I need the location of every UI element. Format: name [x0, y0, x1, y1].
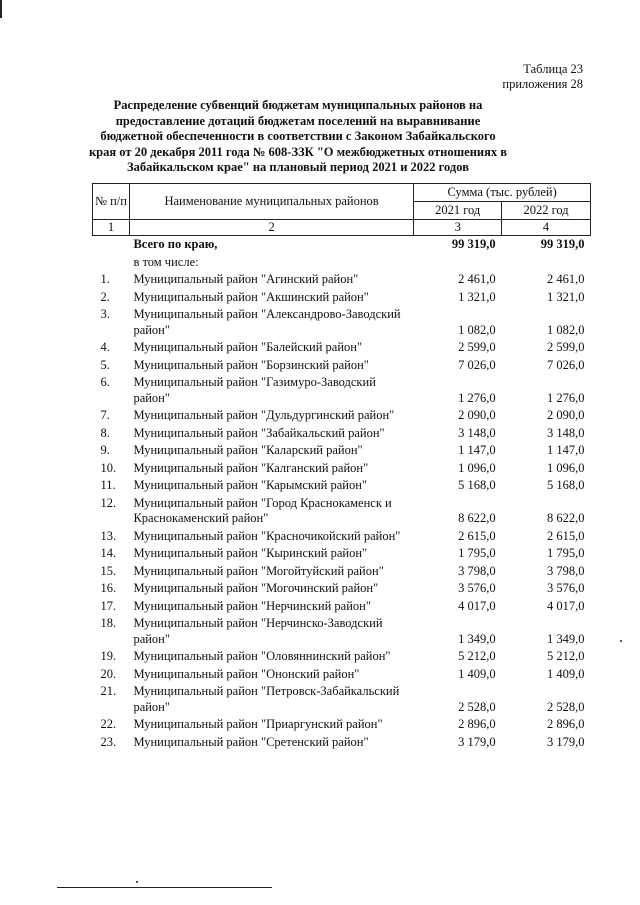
- table-row: [93, 477, 591, 495]
- amount-2021: 2 599,0: [458, 340, 496, 354]
- row-number: 2.: [100, 289, 110, 304]
- district-name: Муниципальный район "Сретенский район": [133, 734, 369, 749]
- amount-2021: 1 795,0: [458, 546, 496, 560]
- amount-2022: 5 212,0: [547, 649, 585, 663]
- row-number: 13.: [100, 528, 117, 543]
- amount-2021: 1 276,0: [458, 390, 496, 405]
- amount-2022: 2 528,0: [547, 699, 585, 714]
- row-number: 22.: [100, 717, 117, 731]
- amount-2022: 3 576,0: [547, 581, 585, 595]
- row-number: 5.: [100, 357, 110, 372]
- row-number: 20.: [100, 666, 117, 681]
- district-name: Муниципальный район "Оловяннинский район": [133, 649, 391, 663]
- amount-2021: 1 349,0: [458, 631, 496, 646]
- amount-2021: 1 082,0: [458, 322, 496, 337]
- table-reference: [502, 62, 583, 92]
- table-row: [93, 339, 591, 357]
- amount-2022: 2 615,0: [547, 528, 585, 543]
- amount-2022: 3 148,0: [547, 425, 585, 440]
- district-name: Муниципальный район "Забайкальский район": [133, 425, 385, 440]
- row-number: 10.: [100, 460, 117, 475]
- amount-2022: 3 179,0: [547, 734, 585, 749]
- row-number: 14.: [100, 546, 117, 560]
- header-year-2022: 2022 год: [502, 202, 591, 220]
- header-year-2021: 2021 год: [414, 202, 502, 220]
- total-row: [93, 236, 591, 254]
- table-row: [93, 563, 591, 581]
- amount-2021: 4 017,0: [458, 598, 496, 613]
- allocation-table: [92, 183, 591, 751]
- amount-2021: 1 321,0: [458, 289, 496, 304]
- row-number: 17.: [100, 598, 117, 613]
- district-name: Муниципальный район "Нерчинский район": [133, 598, 371, 613]
- table-label: Таблица 23: [523, 62, 583, 76]
- table-row: [93, 528, 591, 546]
- table-row: [93, 442, 591, 460]
- amount-2022: 1 147,0: [547, 443, 585, 457]
- amount-2022: 2 599,0: [547, 340, 585, 354]
- table-row: [93, 716, 591, 734]
- district-name: Муниципальный район "Могочинский район": [133, 581, 379, 595]
- amount-2021: 3 576,0: [458, 581, 496, 595]
- appendix-label: приложения 28: [502, 77, 583, 91]
- row-number: 6.: [100, 375, 110, 389]
- amount-2022: 7 026,0: [547, 357, 585, 372]
- total-2021: 99 319,0: [451, 237, 496, 251]
- scan-speck: [136, 881, 138, 883]
- total-number-cell: [93, 236, 130, 254]
- district-name: Муниципальный район "Газимуро-Заводский район": [133, 375, 376, 405]
- district-name: Муниципальный район "Балейский район": [133, 340, 363, 354]
- table-row: [93, 306, 591, 339]
- table-row: [93, 407, 591, 425]
- row-number: 18.: [100, 616, 117, 630]
- row-number: 1.: [100, 272, 110, 286]
- amount-2022: 1 321,0: [547, 289, 585, 304]
- row-number: 16.: [100, 581, 117, 595]
- amount-2021: 1 409,0: [458, 666, 496, 681]
- row-number: 3.: [100, 307, 110, 321]
- row-number: 12.: [100, 495, 117, 510]
- table-row: [93, 580, 591, 598]
- column-number-3: 3: [414, 220, 502, 236]
- amount-2022: 1 409,0: [547, 666, 585, 681]
- district-name: Муниципальный район "Город Краснокаменск и Краснокаменский район": [133, 495, 392, 525]
- amount-2022: 2 461,0: [547, 272, 585, 286]
- amount-2022: 2 896,0: [547, 717, 585, 731]
- row-number: 9.: [100, 443, 110, 457]
- amount-2021: 2 615,0: [458, 528, 496, 543]
- amount-2021: 2 528,0: [458, 699, 496, 714]
- row-number: 7.: [100, 408, 110, 422]
- amount-2022: 4 017,0: [547, 598, 585, 613]
- row-number: 15.: [100, 563, 117, 578]
- amount-2022: 8 622,0: [547, 511, 585, 525]
- amount-2021: 3 148,0: [458, 425, 496, 440]
- total-label: Всего по краю,: [133, 237, 218, 251]
- district-name: Муниципальный район "Приаргунский район": [133, 717, 383, 731]
- row-number: 21.: [100, 684, 117, 698]
- district-name: Муниципальный район "Александрово-Заводский район": [133, 307, 401, 337]
- amount-2021: 3 179,0: [458, 734, 496, 749]
- district-name: Муниципальный район "Кыринский район": [133, 546, 368, 560]
- column-number-1: 1: [93, 220, 130, 236]
- amount-2021: 2 896,0: [458, 717, 496, 731]
- table-row: [93, 495, 591, 528]
- amount-2021: 8 622,0: [458, 511, 496, 525]
- amount-2021: 7 026,0: [458, 357, 496, 372]
- column-number-4: 4: [502, 220, 591, 236]
- table-row: [93, 271, 591, 289]
- amount-2021: 1 147,0: [458, 443, 496, 457]
- scan-speck: [620, 640, 622, 642]
- total-2022: 99 319,0: [540, 237, 585, 251]
- amount-2022: 1 795,0: [547, 546, 585, 560]
- district-name: Муниципальный район "Нерчинско-Заводский район": [133, 616, 383, 646]
- district-name: Муниципальный район "Дульдургинский район": [133, 408, 395, 422]
- table-row: [93, 374, 591, 407]
- district-name: Муниципальный район "Петровск-Забайкальский район": [133, 684, 400, 714]
- district-name: Муниципальный район "Красночикойский район": [133, 528, 401, 543]
- table-row: [93, 648, 591, 666]
- amount-2022: 5 168,0: [547, 478, 585, 492]
- table-row: [93, 734, 591, 752]
- amount-2022: 1 082,0: [547, 322, 585, 337]
- table-row: [93, 460, 591, 478]
- amount-2022: 3 798,0: [547, 563, 585, 578]
- table-row: [93, 545, 591, 563]
- district-name: Муниципальный район "Могойтуйский район": [133, 563, 384, 578]
- district-name: Муниципальный район "Карымский район": [133, 478, 368, 492]
- table-row: [93, 357, 591, 375]
- row-number: 23.: [100, 734, 117, 749]
- table-row: [93, 683, 591, 716]
- amount-2021: 5 212,0: [458, 649, 496, 663]
- district-name: Муниципальный район "Ононский район": [133, 666, 360, 681]
- amount-2021: 1 096,0: [458, 460, 496, 475]
- header-name: Наименование муниципальных районов: [129, 184, 413, 220]
- row-number: 11.: [100, 478, 116, 492]
- column-number-2: 2: [129, 220, 413, 236]
- signature-line: [57, 887, 272, 888]
- table-row: [93, 666, 591, 684]
- row-number: 19.: [100, 649, 117, 663]
- header-sum: Сумма (тыс. рублей): [414, 184, 591, 202]
- amount-2021: 2 090,0: [458, 408, 496, 422]
- district-name: Муниципальный район "Каларский район": [133, 443, 363, 457]
- district-name: Муниципальный район "Калганский район": [133, 460, 369, 475]
- including-label: в том числе:: [133, 254, 199, 269]
- amount-2022: 1 096,0: [547, 460, 585, 475]
- amount-2022: 2 090,0: [547, 408, 585, 422]
- district-name: Муниципальный район "Борзинский район": [133, 357, 369, 372]
- amount-2021: 3 798,0: [458, 563, 496, 578]
- header-number: № п/п: [93, 184, 130, 220]
- table-row: [93, 425, 591, 443]
- table-row: [93, 598, 591, 616]
- amount-2022: 1 276,0: [547, 390, 585, 405]
- row-number: 4.: [100, 340, 110, 354]
- including-row: [93, 254, 591, 272]
- row-number: 8.: [100, 425, 110, 440]
- amount-2022: 1 349,0: [547, 631, 585, 646]
- amount-2021: 5 168,0: [458, 478, 496, 492]
- amount-2021: 2 461,0: [458, 272, 496, 286]
- table-row: [93, 289, 591, 307]
- document-title: Распределение субвенций бюджетам муниципальных районов на предоставление дотаций бюджетам поселений на выравнивание бюджетной обеспеченности в соответствии с Законом Забайкальского края от 20 декабря 2011 года № 608-ЗЗК "О межбюджетных отношениях в Забайкальском крае" на плановый период 2021 и 2022 годов: [88, 98, 508, 175]
- table-row: [93, 615, 591, 648]
- district-name: Муниципальный район "Агинский район": [133, 272, 359, 286]
- scan-corner-mark: [0, 0, 2, 18]
- district-name: Муниципальный район "Акшинский район": [133, 289, 369, 304]
